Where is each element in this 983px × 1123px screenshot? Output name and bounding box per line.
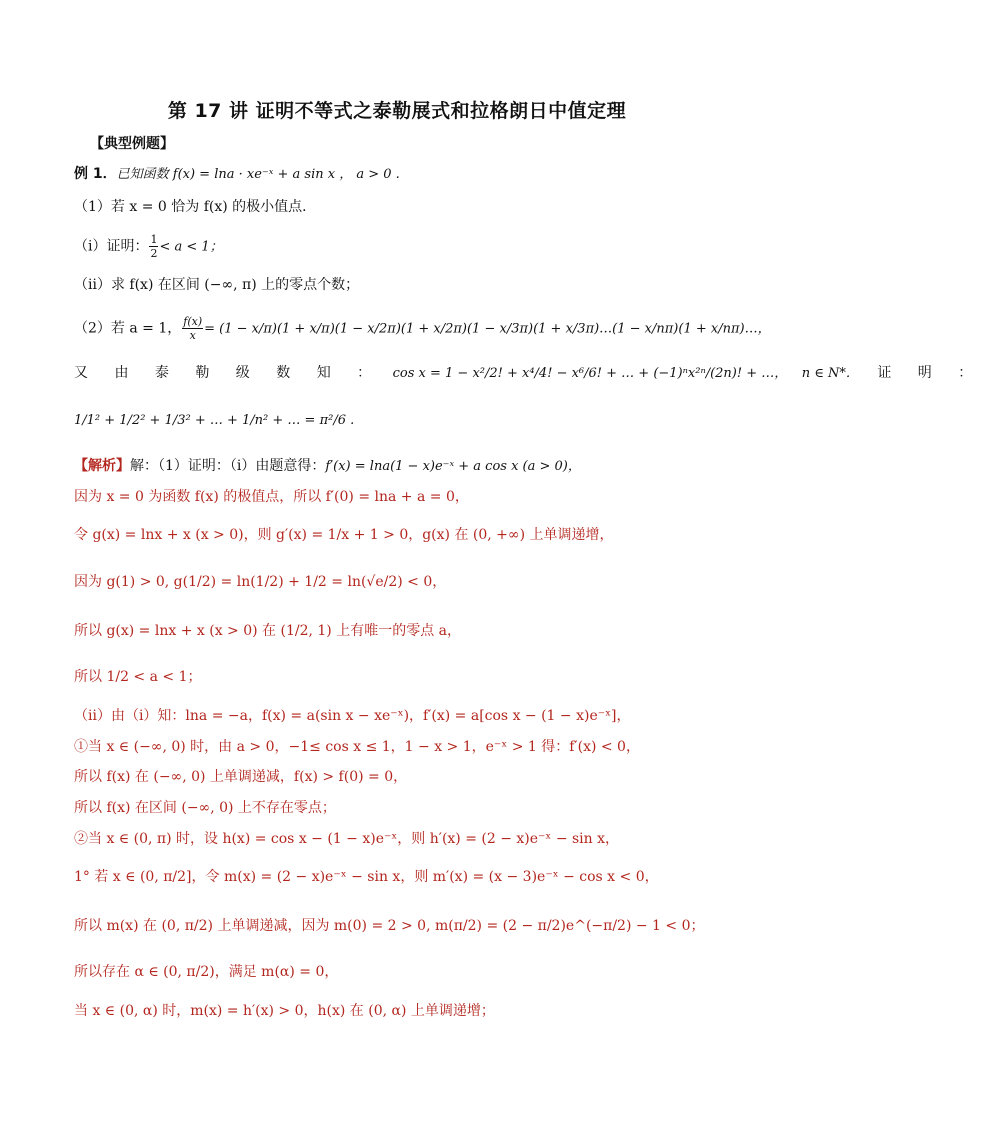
solution-line-3: 令 g(x) = lnx + x (x > 0)，则 g′(x) = 1/x + 1 > 0，g(x) 在 (0, +∞) 上单调递增，	[74, 527, 614, 543]
problem-part2	[74, 315, 771, 342]
solution-line-4: 因为 g(1) > 0, g(1/2) = ln(1/2) + 1/2 = ln(√e/2) < 0，	[74, 574, 447, 590]
problem-stem-text: 已知函数 f(x) = lna · xe⁻ˣ + a sin x ， a > 0 .	[116, 167, 400, 182]
solution-line-15: 当 x ∈ (0, α) 时，m(x) = h′(x) > 0，h(x) 在 (0, α) 上单调递增；	[74, 1003, 495, 1019]
solution-line-2: 因为 x = 0 为函数 f(x) 的极值点，所以 f′(0) = lna + a = 0，	[74, 489, 469, 505]
solution-line-12: 1° 若 x ∈ (0, π/2]，令 m(x) = (2 − x)e⁻ˣ − sin x，则 m′(x) = (x − 3)e⁻ˣ − cos x < 0，	[74, 869, 659, 885]
solution-line-6: 所以 1/2 < a < 1；	[74, 669, 202, 685]
taylor-n: n ∈ N*．	[801, 366, 859, 381]
fraction-one-half: $\frac{1}{2}$	[150, 233, 158, 260]
solution-line-1	[74, 457, 581, 476]
solution-line-9: 所以 f(x) 在 (−∞, 0) 上单调递减，f(x) > f(0) = 0，	[74, 769, 408, 785]
solution-line-7: （ⅱ）由（ⅰ）知：lna = −a，f(x) = a(sin x − xe⁻ˣ)，f′(x) = a[cos x − (1 − x)e⁻ˣ]，	[74, 708, 631, 724]
basel-sum: 1/1² + 1/2² + 1/3² + … + 1/n² + … = π²/6 .	[74, 413, 355, 428]
solution-line-10: 所以 f(x) 在区间 (−∞, 0) 上不存在零点；	[74, 800, 336, 816]
part1-i-label: （ⅰ）证明：	[74, 238, 149, 255]
problem-part1: （1）若 x = 0 恰为 f(x) 的极小值点．	[74, 199, 317, 215]
solution-line-8: ①当 x ∈ (−∞, 0) 时，由 a > 0，−1≤ cos x ≤ 1，1 − x > 1，e⁻ˣ > 1 得：f′(x) < 0，	[74, 739, 640, 755]
solution-intro: 解：（1）证明：（ⅰ）由题意得：	[130, 458, 326, 474]
problem-part1-ii: （ⅱ）求 f(x) 在区间 (−∞, π) 上的零点个数；	[74, 277, 360, 293]
part2-product: = (1 − x/π)(1 + x/π)(1 − x/2π)(1 + x/2π)(1 − x/3π)(1 + x/3π)…(1 − x/nπ)(1 + x/nπ)…，	[204, 321, 771, 337]
solution-derivative: f′(x) = lna(1 − x)e⁻ˣ + a cos x (a > 0)，	[325, 459, 581, 474]
taylor-series-line	[74, 364, 983, 383]
section-label: 【典型例题】	[90, 136, 174, 152]
solution-line-13: 所以 m(x) 在 (0, π/2) 上单调递减，因为 m(0) = 2 > 0, m(π/2) = (2 − π/2)e^(−π/2) − 1 < 0；	[74, 918, 705, 934]
example-label: 例 1．	[74, 166, 117, 182]
problem-part1-i	[74, 233, 223, 260]
part1-i-inequality: < a < 1；	[159, 239, 223, 255]
taylor-lead: 又 由 泰 勒 级 数 知 ：	[74, 365, 383, 381]
page-title: 第 17 讲 证明不等式之泰勒展式和拉格朗日中值定理	[167, 100, 627, 122]
solution-line-5: 所以 g(x) = lnx + x (x > 0) 在 (1/2, 1) 上有唯一的零点 a，	[74, 623, 461, 639]
prove-label: 证 明 ：	[877, 365, 983, 381]
solution-label: 【解析】	[74, 458, 130, 474]
solution-line-11: ②当 x ∈ (0, π) 时，设 h(x) = cos x − (1 − x)e⁻ˣ，则 h′(x) = (2 − x)e⁻ˣ − sin x，	[74, 831, 620, 847]
part2-lead: （2）若 a = 1，	[74, 320, 182, 337]
solution-line-14: 所以存在 α ∈ (0, π/2)，满足 m(α) = 0，	[74, 964, 339, 980]
problem-stem	[74, 165, 400, 184]
fraction-fx-over-x: $\frac{f(x)}{x}$	[183, 315, 203, 342]
taylor-expression: cos x = 1 − x²/2! + x⁴/4! − x⁶/6! + … + (−1)ⁿx²ⁿ/(2n)! + …，	[392, 366, 788, 381]
